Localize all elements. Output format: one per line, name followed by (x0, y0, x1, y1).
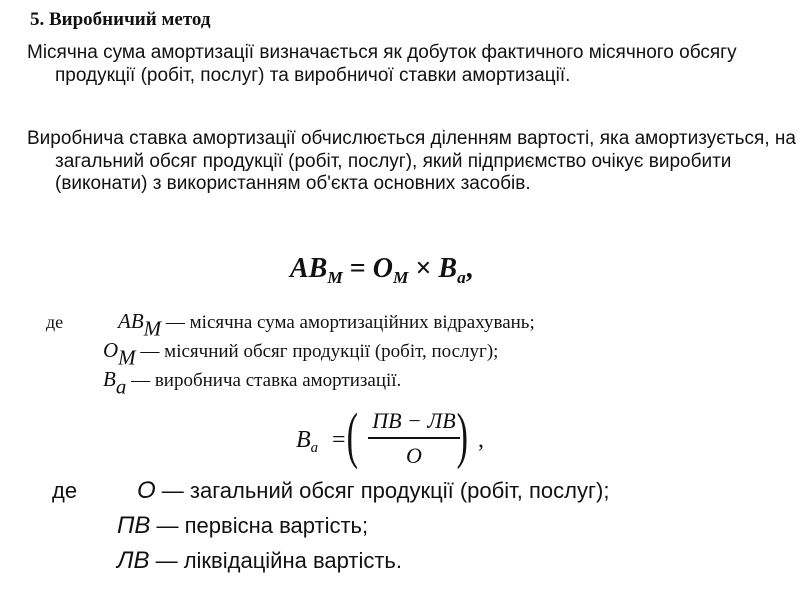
definition-text: — ліквідаційна вартість. (149, 548, 403, 573)
definition-text: — загальний обсяг продукції (робіт, послуг); (155, 478, 610, 503)
formula-factor-rate-subscript: a (457, 268, 466, 288)
formula-fraction (368, 407, 460, 470)
paragraph-production-rate: Виробнича ставка амортизації обчислюється діленням вартості, яка амортизується, на загальний обсяг продукції (робіт, послуг), який підприємство очікує виробити (виконати) з використанням об'єкта основних засобів. (27, 128, 796, 194)
formula-comma: , (465, 253, 473, 284)
formula-close-paren: ) (456, 402, 469, 470)
where-label-1: де (46, 312, 64, 332)
fraction-bar (368, 437, 460, 439)
formula-open-paren: ( (346, 402, 359, 470)
definition-symbol-subscript: a (115, 374, 127, 399)
definition-initial-cost (117, 512, 368, 540)
formula-rate-comma: , (478, 427, 484, 453)
formula-rate-equals: = (332, 427, 346, 453)
formula-factor-volume: O (372, 253, 393, 284)
formula-rate-symbol: B (296, 427, 311, 453)
definition-total-volume (137, 477, 609, 505)
definition-text: — місячна сума амортизаційних відрахувань; (161, 312, 535, 333)
definition-symbol: O (137, 477, 156, 504)
definition-symbol: ЛВ (117, 547, 150, 574)
definition-text: — первісна вартість; (150, 513, 369, 538)
definition-symbol: ПВ (117, 512, 151, 539)
formula-rate-lhs (296, 427, 318, 457)
definition-symbol-subscript: M (143, 316, 162, 341)
definition-salvage-value (117, 547, 402, 575)
formula-denominator: O (406, 443, 422, 468)
formula-lhs: AB (290, 253, 328, 284)
definition-symbol: B (103, 367, 116, 391)
formula-lhs-subscript: M (327, 268, 343, 288)
definition-symbol-subscript: M (118, 345, 136, 370)
definition-symbol: O (103, 338, 119, 362)
definition-symbol: AB (118, 309, 144, 333)
formula-factor-volume-subscript: M (393, 268, 409, 288)
formula-equals: = (349, 253, 366, 284)
formula-numerator: ПВ − ЛВ (372, 408, 456, 433)
definition-monthly-volume (103, 338, 498, 370)
definition-production-rate (103, 367, 401, 399)
section-heading: 5. Виробничий метод (30, 9, 211, 30)
definition-monthly-amount (118, 309, 535, 341)
formula-multiply: × (415, 253, 432, 284)
definition-text: — виробнича ставка амортизації. (126, 370, 402, 391)
formula-rate-subscript: a (310, 440, 319, 457)
where-label-2: де (52, 478, 78, 503)
definition-text: — місячний обсяг продукції (робіт, послуг); (135, 341, 499, 362)
formula-monthly-depreciation (290, 253, 473, 288)
paragraph-monthly-amount: Місячна сума амортизації визначається як добуток фактичного місячного обсягу продукції (робіт, послуг) та виробничої ставки амортизації. (27, 42, 737, 86)
formula-factor-rate: B (438, 253, 458, 284)
